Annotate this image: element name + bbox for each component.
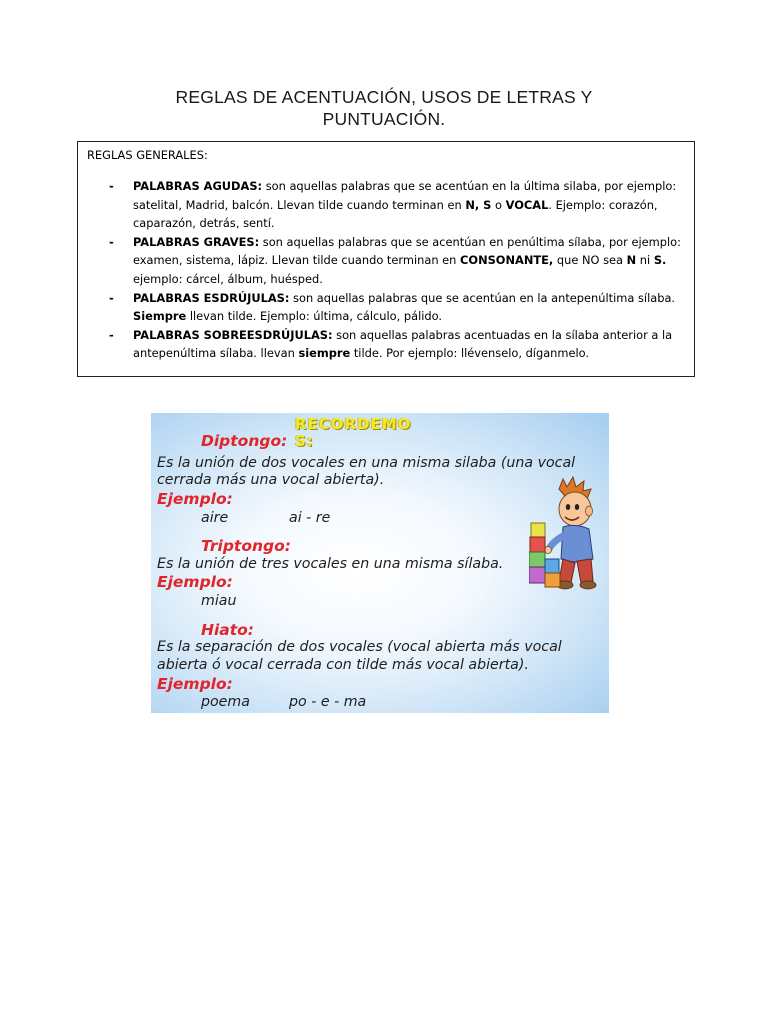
rule-keyword: CONSONANTE, [460,253,554,268]
hiato-definition-line-2: abierta ó vocal cerrada con tilde más vocal abierta). [157,657,529,673]
triptongo-example-word: miau [201,593,237,609]
hiato-definition-line-1: Es la separación de dos vocales (vocal abierta más vocal [157,639,562,655]
hiato-example-split: po - e - ma [289,694,367,710]
rule-keyword: Siempre [133,309,187,324]
child-with-blocks-illustration [529,475,605,603]
rules-heading: REGLAS GENERALES: [87,148,208,162]
rule-text: ejemplo: cárcel, álbum, huésped. [133,271,323,286]
rule-text: son aquellas palabras que se acentúan en la última silaba, por ejemplo: satelital, Madrid, balcón. Llevan tilde cuando terminan en [133,179,677,212]
rule-term: PALABRAS GRAVES: [133,234,260,249]
triptongo-example-label: Ejemplo: [157,573,233,591]
bullet-dash: - [109,327,114,342]
rule-text: que NO sea [553,253,627,268]
recordemos-banner: RECORDEMO S: [295,415,412,450]
hiato-example-word: poema [201,694,250,710]
document-title-line-2: PUNTUACIÓN. [322,109,446,129]
rule-esdrujulas [78,289,684,326]
rule-term: PALABRAS AGUDAS: [133,179,263,193]
rule-graves [78,233,684,289]
rule-text: son aquellas palabras acentuadas en la sílaba anterior a la antepenúltima sílaba. llevan [133,327,673,361]
bullet-dash: - [109,290,114,305]
diptongo-example-word: aire [201,510,229,526]
rule-keyword: N [626,253,637,268]
rule-term: PALABRAS SOBREESDRÚJULAS: [133,327,333,342]
triptongo-definition: Es la unión de tres vocales en una misma sílaba. [157,556,504,572]
rule-text: ni [636,253,654,268]
rules-list [78,177,684,363]
bullet-dash: - [109,234,114,249]
document-title-line-1: REGLAS DE ACENTUACIÓN, USOS DE LETRAS Y [175,87,593,107]
diptongo-example-label: Ejemplo: [157,490,233,508]
rule-text: o [491,197,506,212]
rule-keyword: VOCAL [505,197,549,212]
document-title [100,86,668,130]
rule-term: PALABRAS ESDRÚJULAS: [133,290,290,305]
rule-keyword: siempre [298,346,351,361]
hiato-heading: Hiato: [201,621,255,639]
rule-text: son aquellas palabras que se acentúan en penúltima sílaba, por ejemplo: examen, sistema, lápiz. Llevan tilde cuando terminan en [133,234,681,268]
vowel-rules-picture [151,413,609,713]
diptongo-example-split: ai - re [289,510,331,526]
rule-text: llevan tilde. Ejemplo: última, cálculo, pálido. [186,309,443,324]
diptongo-definition-line-2: cerrada más una vocal abierta). [157,472,385,488]
rule-text: . Ejemplo: corazón, caparazón, detrás, sentí. [133,197,658,231]
rule-text: son aquellas palabras que se acentúan en la antepenúltima sílaba. [289,290,676,305]
rule-keyword: N, S [465,197,492,212]
triptongo-heading: Triptongo: [201,537,291,555]
rule-keyword: S. [653,253,667,268]
diptongo-definition-line-1: Es la unión de dos vocales en una misma silaba (una vocal [157,455,576,471]
diptongo-heading: Diptongo: [201,432,288,450]
rule-agudas [78,177,684,233]
general-rules-box [77,141,695,377]
bullet-dash: - [109,179,114,193]
hiato-example-label: Ejemplo: [157,675,233,693]
rule-text: tilde. Por ejemplo: llévenselo, díganmelo. [350,346,590,361]
rule-sobreesdrujulas [78,326,684,363]
